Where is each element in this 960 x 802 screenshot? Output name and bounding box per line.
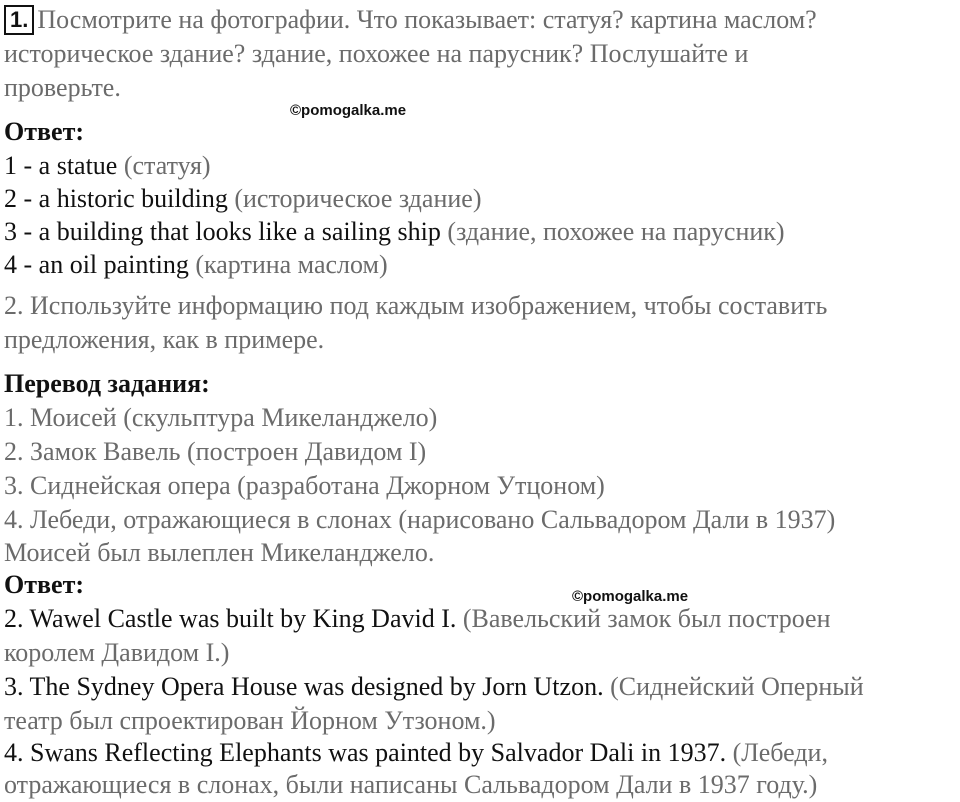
answer2-heading: Ответ:	[4, 570, 85, 599]
answer1-item-1	[4, 150, 211, 182]
task2-line2: предложения, как в примере.	[4, 325, 325, 354]
translation-line-4: 4. Лебеди, отражающиеся в слонах (нарисовано Сальвадором Дали в 1937)	[4, 505, 836, 534]
task1-line1	[4, 4, 817, 36]
answer2-item-1-ru1: (Вавельский замок был построен	[456, 604, 831, 633]
task2-line1: 2. Используйте информацию под каждым изображением, чтобы составить	[4, 291, 828, 320]
answer2-item-2-en: 3. The Sydney Opera House was designed by Jorn Utzon.	[4, 672, 604, 701]
answer1-item-3-en: 3 - a building that looks like a sailing ship	[4, 217, 441, 246]
answer1-item-4-en: 4 - an oil painting	[4, 250, 189, 279]
watermark-bottom: ©pomogalka.me	[572, 588, 689, 605]
answer1-item-2	[4, 183, 481, 215]
answer2-item-2-line1	[4, 671, 864, 703]
answer1-item-2-en: 2 - a historic building	[4, 184, 228, 213]
answer2-item-1-line2: королем Давидом I.)	[4, 638, 230, 667]
answer2-item-3-en: 4. Swans Reflecting Elephants was painted by Salvador Dali in 1937.	[4, 738, 727, 767]
answer2-item-3-line1	[4, 737, 828, 769]
translation-line-5: Моисей был вылеплен Микеланджело.	[4, 538, 435, 567]
translation-line-2: 2. Замок Вавель (построен Давидом I)	[4, 437, 427, 466]
answer2-item-2-line2: театр был спроектирован Йорном Утзоном.)	[4, 706, 496, 735]
translation-line-1: 1. Моисей (скульптура Микеланджело)	[4, 403, 438, 432]
answer1-item-1-ru: (статуя)	[117, 151, 211, 180]
answer1-item-3	[4, 216, 785, 248]
answer1-item-3-ru: (здание, похожее на парусник)	[440, 217, 785, 246]
answer1-item-4-ru: (картина маслом)	[188, 250, 388, 279]
answer2-item-1-en: 2. Wawel Castle was built by King David I.	[4, 604, 457, 633]
answer1-heading: Ответ:	[4, 117, 85, 146]
answer2-item-3-line2: отражающиеся в слонах, были написаны Сальвадором Дали в 1937 году.)	[4, 770, 818, 799]
answer2-item-2-ru1: (Сиднейский Оперный	[603, 672, 864, 701]
translation-heading: Перевод задания:	[4, 369, 210, 398]
answer2-item-3-ru1: (Лебеди,	[726, 738, 828, 767]
answer1-item-1-en: 1 - a statue	[4, 151, 118, 180]
task1-line3: проверьте.	[4, 73, 121, 102]
answer1-item-2-ru: (историческое здание)	[227, 184, 482, 213]
task1-text-1: Посмотрите на фотографии. Что показывает: статуя? картина маслом?	[37, 5, 817, 34]
answer2-item-1-line1	[4, 603, 831, 635]
task-number-box: 1.	[4, 5, 34, 35]
watermark-top: ©pomogalka.me	[290, 102, 407, 119]
answer1-item-4	[4, 249, 388, 281]
task1-line2: историческое здание? здание, похожее на парусник? Послушайте и	[4, 39, 749, 68]
translation-line-3: 3. Сиднейская опера (разработана Джорном Утцоном)	[4, 471, 605, 500]
